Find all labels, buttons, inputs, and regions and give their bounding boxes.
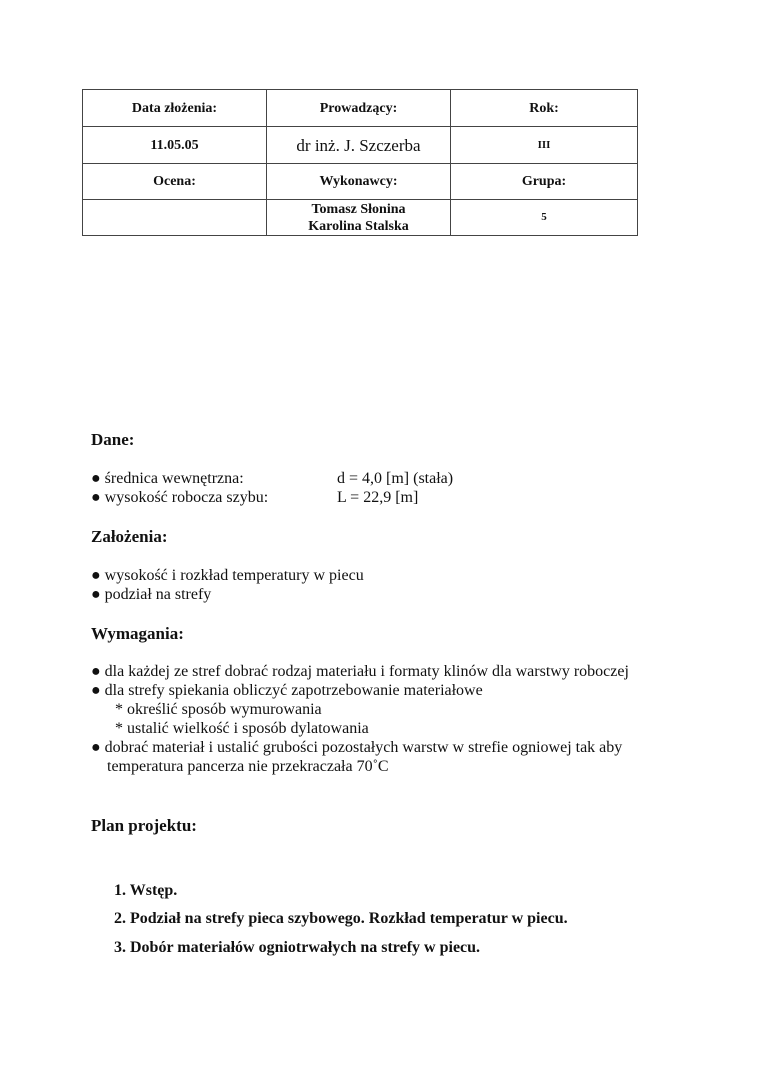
wymagania-item: ● dobrać materiał i ustalić grubości pozostałych warstw w strefie ogniowej tak aby <box>91 739 623 756</box>
dane-item-label: ● wysokość robocza szybu: <box>91 489 269 506</box>
date-label: Data złożenia: <box>83 90 267 127</box>
header-row <box>83 127 638 164</box>
dane-item <box>91 489 419 507</box>
date-value: 11.05.05 <box>83 127 267 164</box>
zalozenia-heading: Założenia: <box>91 527 168 546</box>
header-table <box>82 89 638 236</box>
dane-item-label: ● średnica wewnętrzna: <box>91 470 244 487</box>
wymagania-heading: Wymagania: <box>91 624 184 643</box>
plan-heading: Plan projektu: <box>91 816 197 835</box>
author-name: Tomasz Słonina <box>311 201 406 217</box>
author-name: Karolina Stalska <box>308 218 409 234</box>
header-row <box>83 164 638 200</box>
plan-item: 1. Wstęp. <box>114 882 178 899</box>
header-row <box>83 90 638 127</box>
year-label: Rok: <box>451 90 638 127</box>
lecturer-label: Prowadzący: <box>267 90 451 127</box>
dane-item <box>91 470 454 488</box>
grade-value <box>83 200 267 236</box>
authors-label: Wykonawcy: <box>267 164 451 200</box>
wymagania-item-continuation: temperatura pancerza nie przekraczała 70˚C <box>107 758 389 775</box>
grade-label: Ocena: <box>83 164 267 200</box>
zalozenia-item: ● podział na strefy <box>91 586 212 603</box>
wymagania-item: ● dla strefy spiekania obliczyć zapotrzebowanie materiałowe <box>91 682 483 699</box>
group-label: Grupa: <box>451 164 638 200</box>
authors-value <box>267 200 451 236</box>
header-row <box>83 200 638 236</box>
dane-item-value: L = 22,9 [m] <box>337 489 419 506</box>
wymagania-subitem: * ustalić wielkość i sposób dylatowania <box>115 720 369 737</box>
wymagania-subitem: * określić sposób wymurowania <box>115 701 322 718</box>
plan-item: 3. Dobór materiałów ogniotrwałych na strefy w piecu. <box>114 939 481 956</box>
year-value: III <box>451 127 638 164</box>
group-value: 5 <box>451 200 638 236</box>
plan-item: 2. Podział na strefy pieca szybowego. Rozkład temperatur w piecu. <box>114 910 568 927</box>
lecturer-value: dr inż. J. Szczerba <box>267 127 451 164</box>
wymagania-item: ● dla każdej ze stref dobrać rodzaj materiału i formaty klinów dla warstwy roboczej <box>91 663 629 680</box>
dane-item-value: d = 4,0 [m] (stała) <box>337 470 454 487</box>
dane-heading: Dane: <box>91 430 135 449</box>
zalozenia-item: ● wysokość i rozkład temperatury w piecu <box>91 567 364 584</box>
